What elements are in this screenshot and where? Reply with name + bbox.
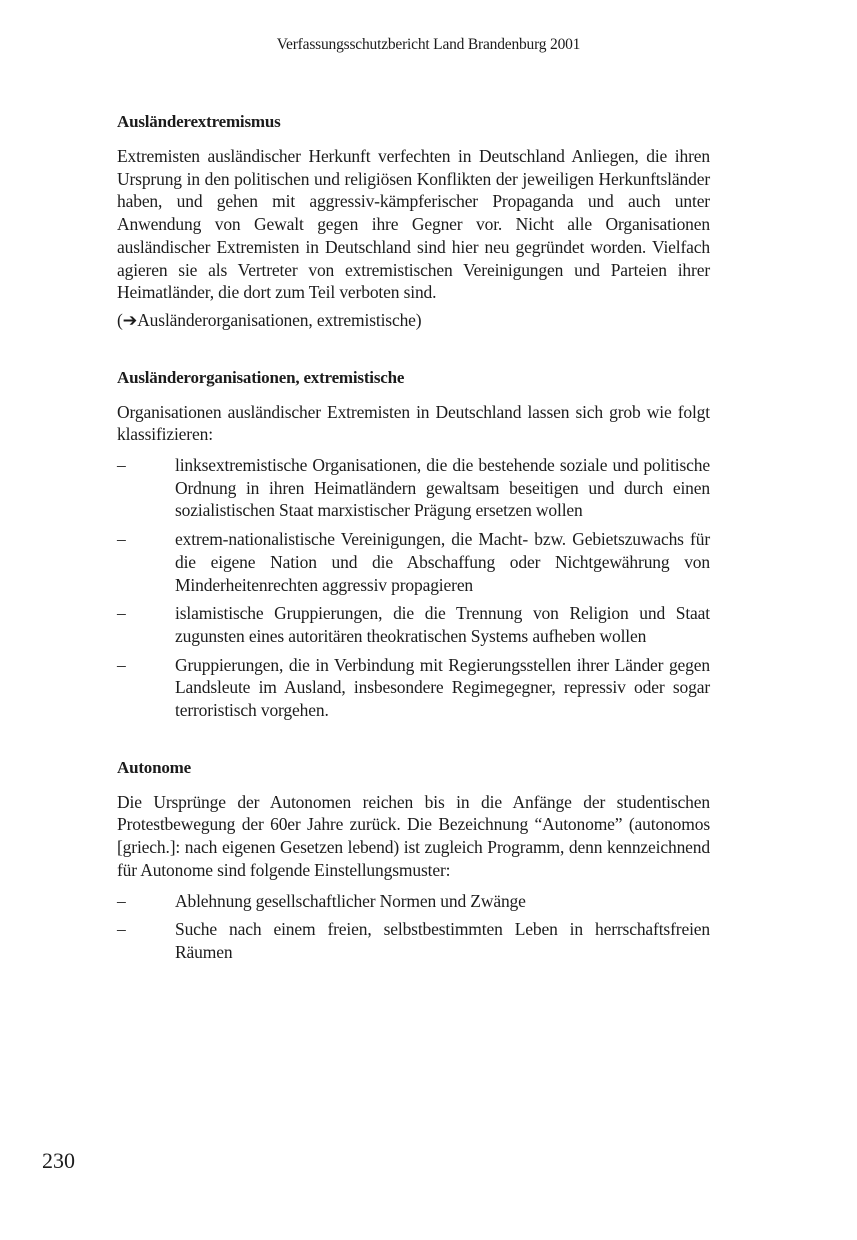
list-dash: – [117, 529, 126, 550]
classification-list [117, 454, 710, 722]
list-dash: – [117, 919, 126, 940]
list-item-text: islamistische Gruppierungen, die die Trennung von Religion und Staat zugunsten eines autoritären theokratischen Systems aufheben wollen [175, 603, 710, 646]
cross-reference: (➔Ausländerorganisationen, extremistische) [117, 309, 422, 330]
list-item-text: Suche nach einem freien, selbstbestimmten Leben in herrschaftsfreien Räumen [175, 919, 710, 962]
section-heading: Ausländerorganisationen, extremistische [117, 367, 405, 387]
page-number: 230 [42, 1148, 75, 1173]
section-auslaenderextremismus [117, 111, 710, 332]
section-paragraph: Extremisten ausländischer Herkunft verfechten in Deutschland Anliegen, die ihren Ursprung in den politischen und religiösen Konflikten der jeweiligen Herkunftsländer haben, und gehen mit aggressiv-kämpferischer Propaganda und auch unter Anwendung von Gewalt gegen ihre Gegner vor. Nicht alle Organisationen ausländischer Extremisten in Deutschland sind hier neu gegründet worden. Vielfach agieren sie als Vertreter von extremistischen Vereinigungen und Parteien ihrer Heimatländer, die dort zum Teil verboten sind. [117, 146, 710, 303]
list-dash: – [117, 603, 126, 624]
list-item-text: Gruppierungen, die in Verbindung mit Regierungsstellen ihrer Länder gegen Landsleute im Ausland, insbesondere Regimegegner, repressiv oder sogar terroristisch vorgehen. [175, 654, 710, 721]
list-dash: – [117, 654, 126, 675]
list-item [117, 654, 710, 722]
list-item [117, 918, 710, 963]
list-dash: – [117, 455, 126, 476]
section-heading: Autonome [117, 757, 191, 777]
list-item [117, 454, 710, 522]
document-body [117, 111, 710, 999]
section-paragraph: Organisationen ausländischer Extremisten in Deutschland lassen sich grob wie folgt klassifizieren: [117, 401, 710, 445]
list-item-text: extrem-nationalistische Vereinigungen, die Macht- bzw. Gebietszuwachs für die eigene Nation und die Abschaffung oder Nichtgewährung von Minderheitenrechten aggressiv propagieren [175, 529, 710, 595]
attitude-list [117, 890, 710, 964]
list-dash: – [117, 890, 126, 911]
section-auslaenderorganisationen [117, 367, 710, 722]
section-autonome [117, 757, 710, 964]
section-heading: Ausländerextremismus [117, 112, 281, 131]
list-item-text: linksextremistische Organisationen, die die bestehende soziale und politische Ordnung in ihren Heimatländern gewaltsam beseitigen und durch einen sozialistischen Staat marxistischer Prägung ersetzen wollen [175, 455, 710, 521]
list-item [117, 528, 710, 596]
list-item-text: Ablehnung gesellschaftlicher Normen und Zwänge [175, 890, 526, 911]
list-item [117, 602, 710, 647]
running-header: Verfassungsschutzbericht Land Brandenburg 2001 [276, 36, 581, 53]
section-paragraph: Die Ursprünge der Autonomen reichen bis in die Anfänge der studentischen Protestbewegung der 60er Jahre zurück. Die Bezeichnung “Autonome” (autonomos [griech.]: nach eigenen Gesetzen lebend) ist zugleich Programm, denn kennzeichnend für Autonome sind folgende Einstellungsmuster: [117, 791, 710, 880]
list-item [117, 890, 710, 913]
